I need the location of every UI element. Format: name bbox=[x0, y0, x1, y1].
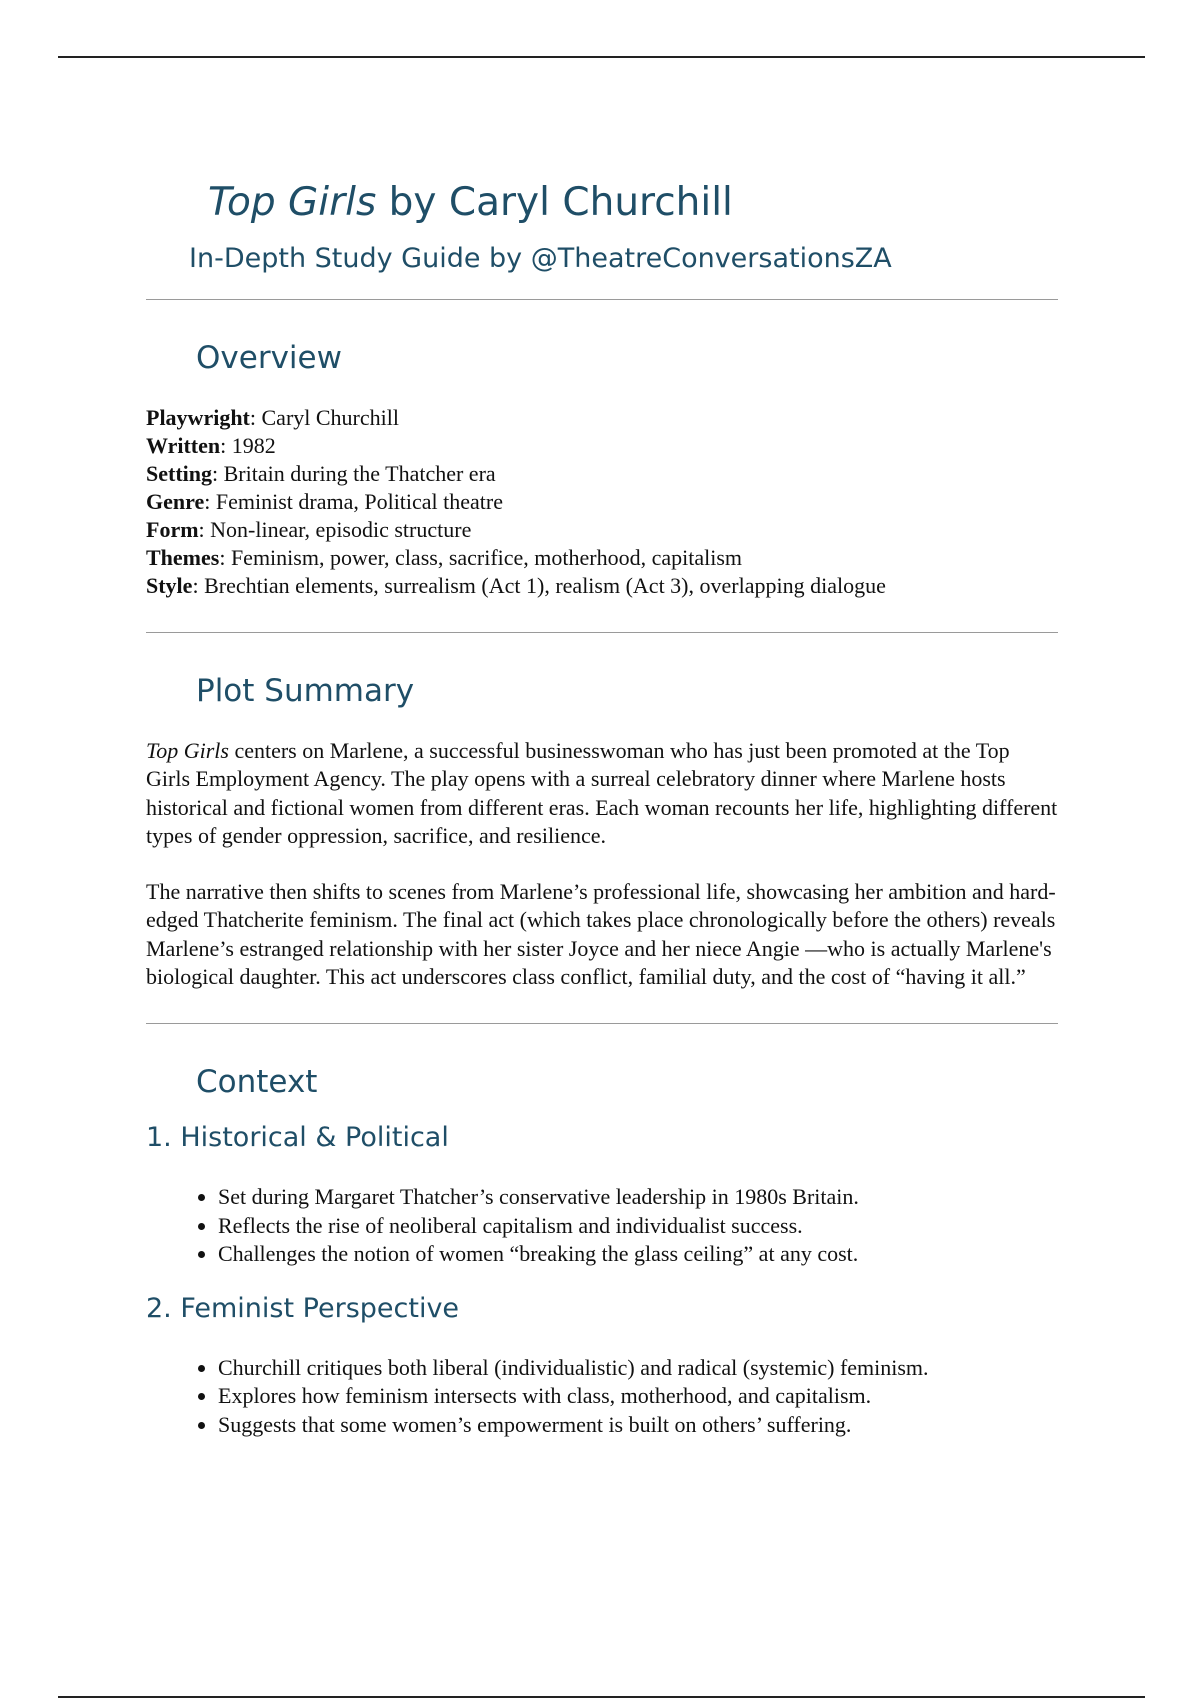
fact-value: : Caryl Churchill bbox=[249, 405, 399, 430]
section-divider bbox=[146, 1023, 1058, 1024]
fact-value: : Non-linear, episodic structure bbox=[198, 517, 472, 542]
list-item: • Explores how feminism intersects with class, motherhood, and capitalism. bbox=[218, 1382, 1058, 1411]
list-item: • Suggests that some women’s empowerment is built on others’ suffering. bbox=[218, 1411, 1058, 1440]
list-item: • Challenges the notion of women “breaking the glass ceiling” at any cost. bbox=[218, 1240, 1058, 1269]
context-feminist-heading: 2. Feminist Perspective bbox=[146, 1292, 460, 1324]
document-body bbox=[146, 175, 1058, 1439]
plot-summary-heading: Plot Summary bbox=[196, 673, 415, 709]
page-top-rule bbox=[58, 56, 1145, 58]
plot-paragraph-1 bbox=[146, 737, 1058, 850]
fact-setting bbox=[146, 460, 1058, 488]
plot-paragraph-2: The narrative then shifts to scenes from Marlene’s professional life, showcasing her ambition and hard-edged Thatcherite feminism. The final act (which takes place chronologically before the others) reveals Marlene’s estranged relationship with her sister Joyce and her niece Angie —who is actually Marlene's biological daughter. This act underscores class conflict, familial duty, and the cost of “having it all.” bbox=[146, 879, 1056, 990]
fact-label: Written bbox=[146, 433, 221, 458]
context-heading: Context bbox=[196, 1064, 318, 1101]
section-divider bbox=[146, 632, 1058, 633]
fact-label: Form bbox=[146, 517, 199, 542]
context-historical-heading: 1. Historical & Political bbox=[146, 1122, 449, 1154]
section-divider bbox=[146, 299, 1058, 300]
list-item: • Reflects the rise of neoliberal capitalism and individualist success. bbox=[218, 1212, 1058, 1241]
plot-paragraph-1-text: centers on Marlene, a successful businesswoman who has just been promoted at the Top Girls Employment Agency. The play opens with a surreal celebratory dinner where Marlene hosts historical and fictional women from different eras. Each woman recounts her life, highlighting different types of gender oppression, sacrifice, and resilience. bbox=[146, 738, 1058, 848]
fact-value: : 1982 bbox=[220, 433, 276, 458]
fact-themes bbox=[146, 544, 1058, 572]
context-feminist-list bbox=[146, 1354, 1058, 1440]
fact-label: Genre bbox=[146, 489, 205, 514]
fact-style bbox=[146, 572, 1058, 600]
fact-label: Playwright bbox=[146, 405, 250, 430]
document-title-rest: by Caryl Churchill bbox=[376, 180, 733, 225]
page-bottom-rule bbox=[58, 1696, 1145, 1698]
fact-playwright bbox=[146, 404, 1058, 432]
fact-value: : Feminism, power, class, sacrifice, motherhood, capitalism bbox=[219, 545, 743, 570]
document-subtitle: In-Depth Study Guide by @TheatreConversationsZA bbox=[189, 243, 892, 274]
fact-value: : Feminist drama, Political theatre bbox=[204, 489, 504, 514]
list-item: • Set during Margaret Thatcher’s conservative leadership in 1980s Britain. bbox=[218, 1183, 1058, 1212]
fact-label: Setting bbox=[146, 461, 212, 486]
fact-form bbox=[146, 516, 1058, 544]
plot-title-italic: Top Girls bbox=[146, 738, 229, 763]
context-historical-list bbox=[146, 1183, 1058, 1269]
fact-written bbox=[146, 432, 1058, 460]
fact-value: : Brechtian elements, surrealism (Act 1), realism (Act 3), overlapping dialogue bbox=[192, 573, 886, 598]
document-title bbox=[146, 175, 1058, 231]
list-item: • Churchill critiques both liberal (individualistic) and radical (systemic) feminism. bbox=[218, 1354, 1058, 1383]
fact-genre bbox=[146, 488, 1058, 516]
overview-heading: Overview bbox=[196, 340, 342, 376]
overview-facts bbox=[146, 404, 1058, 600]
document-title-italic: Top Girls bbox=[208, 180, 377, 225]
fact-label: Style bbox=[146, 573, 193, 598]
fact-label: Themes bbox=[146, 545, 220, 570]
fact-value: : Britain during the Thatcher era bbox=[212, 461, 496, 486]
